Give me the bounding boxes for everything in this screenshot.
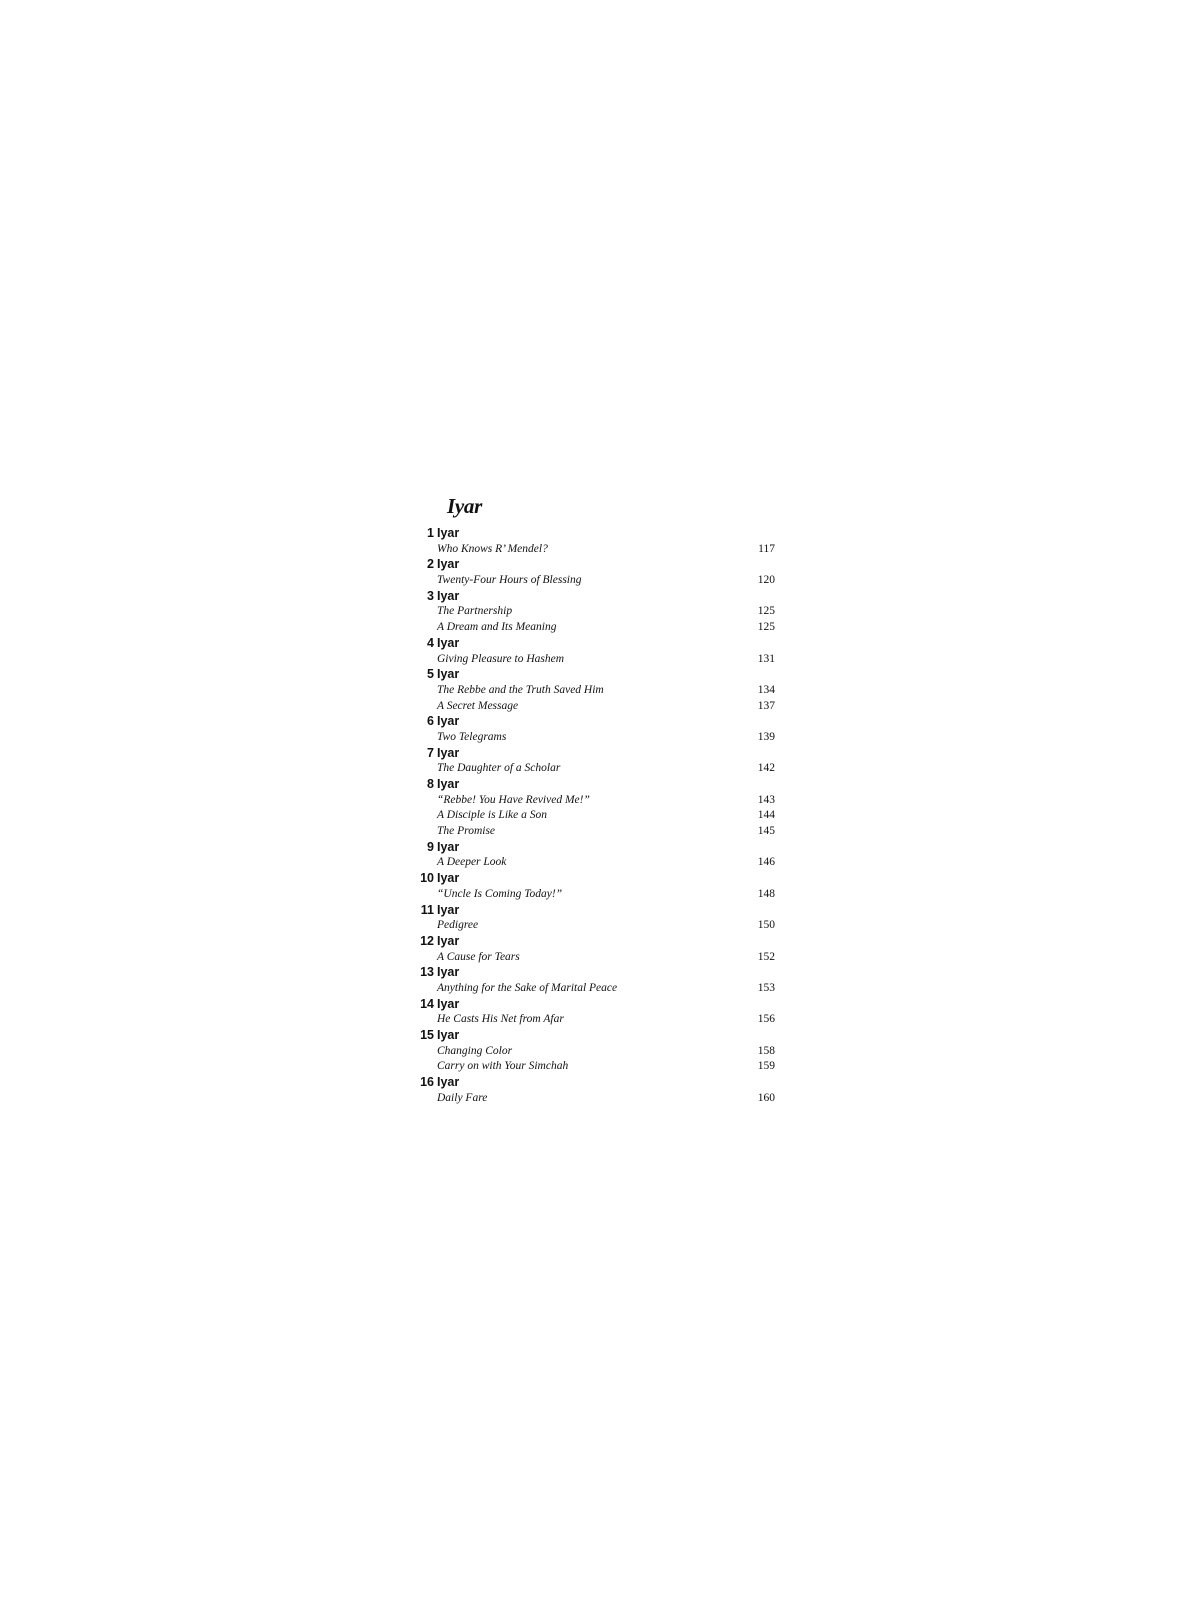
day-heading [420, 1028, 775, 1044]
entry-page-number: 156 [757, 1013, 775, 1026]
entry-page-number: 153 [757, 981, 775, 994]
toc-entry [420, 1059, 775, 1075]
day-month: Iyar [437, 635, 460, 650]
entry-page-number: 139 [757, 730, 775, 743]
entry-title: Changing Color [437, 1044, 513, 1057]
entry-page-number: 144 [757, 809, 775, 822]
day-number: 6 [427, 714, 434, 729]
entry-title: A Cause for Tears [437, 950, 520, 963]
entry-page-number: 146 [757, 856, 775, 869]
entry-page-number: 125 [757, 621, 775, 634]
day-heading [420, 526, 775, 542]
day-group [420, 746, 775, 777]
toc-entry [420, 950, 775, 966]
toc-entry [420, 652, 775, 668]
day-heading [420, 777, 775, 793]
day-group [420, 965, 775, 996]
entry-page-number: 160 [757, 1091, 775, 1104]
day-number: 2 [427, 557, 434, 572]
day-month: Iyar [437, 871, 460, 886]
day-month: Iyar [437, 526, 460, 540]
entry-title: The Rebbe and the Truth Saved Him [437, 683, 604, 696]
entry-page-number: 150 [757, 919, 775, 932]
day-month: Iyar [437, 1028, 460, 1042]
toc-entry [420, 683, 775, 699]
toc-entry [420, 620, 775, 636]
entry-page-number: 120 [757, 574, 775, 587]
day-month: Iyar [437, 777, 460, 791]
day-heading [420, 997, 775, 1013]
toc-entry [420, 542, 775, 558]
day-heading [420, 965, 775, 981]
day-number: 3 [427, 588, 434, 603]
entry-title: A Secret Message [437, 699, 519, 712]
day-month: Iyar [437, 902, 460, 917]
entry-title: Two Telegrams [437, 730, 507, 743]
day-group [420, 840, 775, 871]
day-group [420, 871, 775, 902]
entry-page-number: 148 [757, 887, 775, 900]
day-heading [420, 714, 775, 730]
day-month: Iyar [437, 965, 460, 980]
entry-title: Who Knows R’ Mendel? [437, 542, 548, 555]
day-number: 12 [420, 933, 434, 948]
day-group [420, 636, 775, 667]
day-number: 14 [420, 996, 434, 1011]
entry-title: A Dream and Its Meaning [437, 621, 557, 634]
day-number: 5 [427, 667, 434, 682]
day-heading [420, 667, 775, 683]
day-group [420, 777, 775, 840]
toc-entry [420, 887, 775, 903]
day-heading [420, 746, 775, 762]
day-month: Iyar [437, 839, 460, 854]
day-number: 9 [427, 839, 434, 854]
entry-title: Carry on with Your Simchah [437, 1060, 569, 1073]
day-number: 16 [420, 1075, 434, 1090]
day-group [420, 997, 775, 1028]
day-month: Iyar [437, 1075, 460, 1090]
toc-entry [420, 1012, 775, 1028]
page-title: Iyar [447, 494, 482, 518]
day-heading [420, 589, 775, 605]
table-of-contents [420, 494, 775, 1106]
day-number: 1 [427, 526, 434, 540]
day-month: Iyar [437, 745, 460, 760]
day-heading [420, 871, 775, 887]
entry-page-number: 117 [758, 542, 775, 555]
toc-entry [420, 730, 775, 746]
day-month: Iyar [437, 557, 460, 572]
entry-title: Daily Fare [437, 1091, 488, 1104]
day-month: Iyar [437, 667, 460, 682]
day-number: 10 [420, 871, 434, 886]
entry-title: The Daughter of a Scholar [437, 762, 561, 775]
entry-page-number: 134 [757, 683, 775, 696]
entry-title: A Disciple is Like a Son [437, 809, 547, 822]
entry-title: He Casts His Net from Afar [437, 1013, 564, 1026]
day-number: 8 [427, 777, 434, 791]
entry-title: “Rebbe! You Have Revived Me!” [437, 793, 590, 806]
toc-entry [420, 855, 775, 871]
toc-entry [420, 793, 775, 809]
entry-title: “Uncle Is Coming Today!” [437, 887, 563, 900]
toc-entry [420, 824, 775, 840]
entry-title: Pedigree [437, 919, 479, 932]
day-heading [420, 636, 775, 652]
toc-entry [420, 761, 775, 777]
day-heading [420, 903, 775, 919]
toc-entry [420, 604, 775, 620]
day-heading [420, 840, 775, 856]
day-group [420, 903, 775, 934]
entry-page-number: 159 [757, 1060, 775, 1073]
entry-page-number: 131 [757, 652, 775, 665]
day-number: 7 [427, 745, 434, 760]
entry-page-number: 125 [757, 605, 775, 618]
entry-page-number: 143 [757, 793, 775, 806]
day-number: 15 [420, 1028, 434, 1042]
day-number: 11 [420, 902, 434, 917]
entry-title: The Promise [437, 825, 496, 838]
day-heading [420, 557, 775, 573]
toc-entry [420, 1044, 775, 1060]
entry-page-number: 158 [757, 1044, 775, 1057]
entry-title: Giving Pleasure to Hashem [437, 652, 565, 665]
day-number: 13 [420, 965, 434, 980]
toc-entry [420, 1091, 775, 1107]
entry-page-number: 145 [757, 825, 775, 838]
entry-page-number: 137 [757, 699, 775, 712]
day-group [420, 1075, 775, 1106]
entry-title: The Partnership [437, 605, 513, 618]
toc-entry [420, 981, 775, 997]
toc-entry [420, 573, 775, 589]
toc-list [420, 526, 775, 1106]
entry-title: Twenty-Four Hours of Blessing [437, 574, 582, 587]
day-number: 4 [427, 635, 434, 650]
day-month: Iyar [437, 996, 460, 1011]
day-group [420, 667, 775, 714]
entry-title: Anything for the Sake of Marital Peace [437, 981, 618, 994]
day-group [420, 934, 775, 965]
day-group [420, 526, 775, 557]
entry-title: A Deeper Look [437, 856, 507, 869]
day-group [420, 714, 775, 745]
entry-page-number: 152 [757, 950, 775, 963]
toc-entry [420, 808, 775, 824]
day-group [420, 1028, 775, 1075]
day-month: Iyar [437, 714, 460, 729]
day-heading [420, 1075, 775, 1091]
day-group [420, 557, 775, 588]
day-month: Iyar [437, 588, 460, 603]
day-group [420, 589, 775, 636]
entry-page-number: 142 [757, 762, 775, 775]
toc-entry [420, 918, 775, 934]
day-heading [420, 934, 775, 950]
day-month: Iyar [437, 933, 460, 948]
toc-entry [420, 699, 775, 715]
